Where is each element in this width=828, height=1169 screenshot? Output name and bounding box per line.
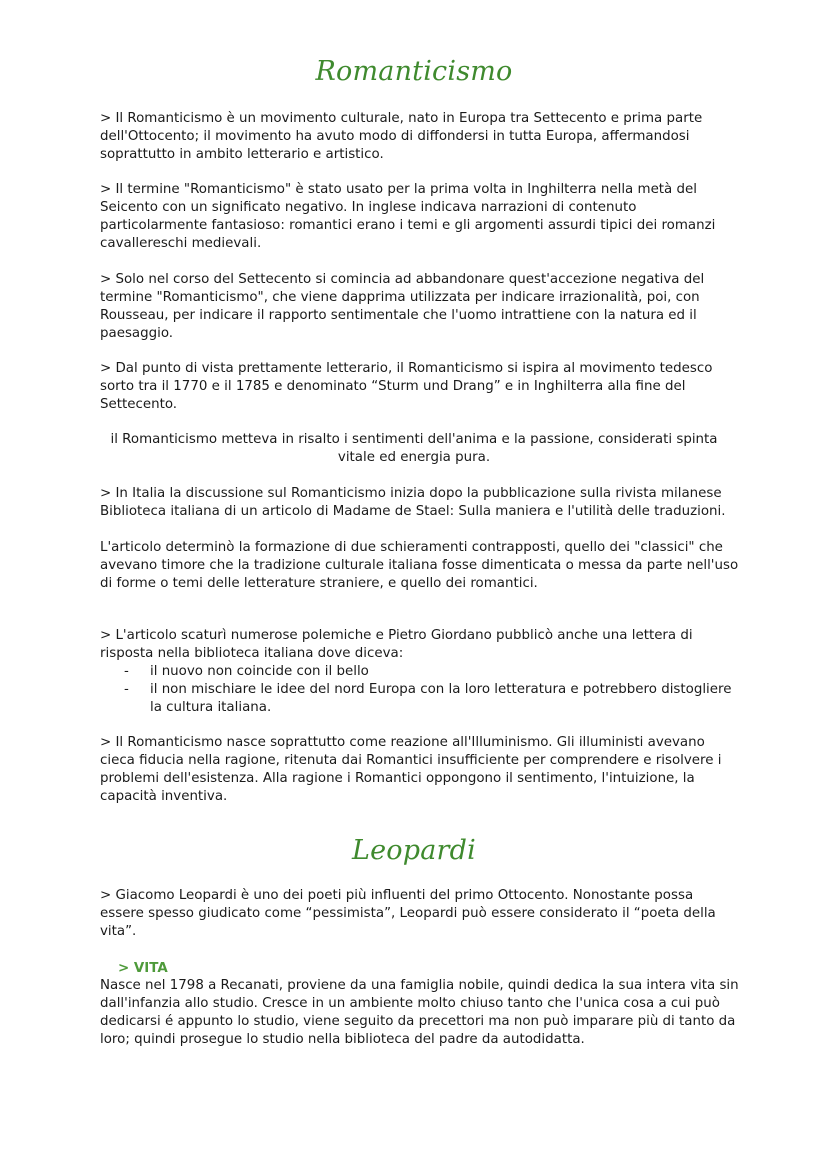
list-marker: - <box>124 664 129 679</box>
list-marker: - <box>124 682 129 697</box>
paragraph-italia: > In Italia la discussione sul Romanticismo inizia dopo la pubblicazione sulla rivista milanese Biblioteca italiana di un articolo di Madame de Stael: Sulla maniera e l'utilità delle traduzioni. <box>100 486 726 519</box>
paragraph-settecento: > Solo nel corso del Settecento si comincia ad abbandonare quest'accezione negativa del termine "Romanticismo", che viene dapprima utilizzata per indicare irrazionalità, poi, con Rousseau, per indicare il rapporto sentimentale che l'uomo intrattiene con la natura ed il paesaggio. <box>100 272 705 341</box>
list-item <box>124 663 744 681</box>
paragraph-leopardi-intro: > Giacomo Leopardi è uno dei poeti più influenti del primo Ottocento. Nonostante possa essere spesso giudicato come “pessimista”, Leopardi può essere considerato il “poeta della vita”. <box>100 888 716 939</box>
paragraph-vita: Nasce nel 1798 a Recanati, proviene da una famiglia nobile, quindi dedica la sua intera vita sin dall'infanzia allo studio. Cresce in un ambiente molto chiuso tanto che l'unica cosa a cui può dedicarsi é appunto lo studio, viene seguito da precettori ma non può imparare più di tanto da loro; quindi prosegue lo studio nella biblioteca del padre da autodidatta. <box>100 978 739 1047</box>
title-leopardi: Leopardi <box>352 835 476 866</box>
vita-heading: > VITA <box>118 961 168 976</box>
quote-sentimenti: il Romanticismo metteva in risalto i sentimenti dell'anima e la passione, considerati spinta vitale ed energia pura. <box>110 432 718 465</box>
title-romanticismo: Romanticismo <box>315 56 513 87</box>
list-item <box>124 681 744 717</box>
paragraph-termine: > Il termine "Romanticismo" è stato usato per la prima volta in Inghilterra nella metà del Seicento con un significato negativo. In inglese indicava narrazioni di contenuto particolarmente fantasioso: romantici erano i temi e gli argomenti assurdi tipici dei romanzi cavallereschi medievali. <box>100 182 716 251</box>
list-item-text: il non mischiare le idee del nord Europa con la loro letteratura e potrebbero distogliere la cultura italiana. <box>150 682 732 715</box>
paragraph-letterario: > Dal punto di vista prettamente letterario, il Romanticismo si ispira al movimento tedesco sorto tra il 1770 e il 1785 e denominato “Sturm und Drang” e in Inghilterra alla fine del Settecento. <box>100 361 713 412</box>
list-item-text: il nuovo non coincide con il bello <box>150 664 369 679</box>
paragraph-polemiche: > L'articolo scaturì numerose polemiche e Pietro Giordano pubblicò anche una lettera di risposta nella biblioteca italiana dove diceva: <box>100 628 693 661</box>
paragraph-illuminismo: > Il Romanticismo nasce soprattutto come reazione all'Illuminismo. Gli illuministi avevano cieca fiducia nella ragione, ritenuta dai Romantici insufficiente per comprendere e risolvere i problemi dell'esistenza. Alla ragione i Romantici oppongono il sentimento, l'intuizione, la capacità inventiva. <box>100 735 722 804</box>
paragraph-intro: > Il Romanticismo è un movimento culturale, nato in Europa tra Settecento e prima parte dell'Ottocento; il movimento ha avuto modo di diffondersi in tutta Europa, affermandosi soprattutto in ambito letterario e artistico. <box>100 111 703 162</box>
paragraph-schieramenti: L'articolo determinò la formazione di due schieramenti contrapposti, quello dei "classici" che avevano timore che la tradizione culturale italiana fosse dimenticata o messa da parte nell'uso di forme o temi delle letterature straniere, e quello dei romantici. <box>100 540 739 591</box>
giordano-list <box>124 663 744 717</box>
